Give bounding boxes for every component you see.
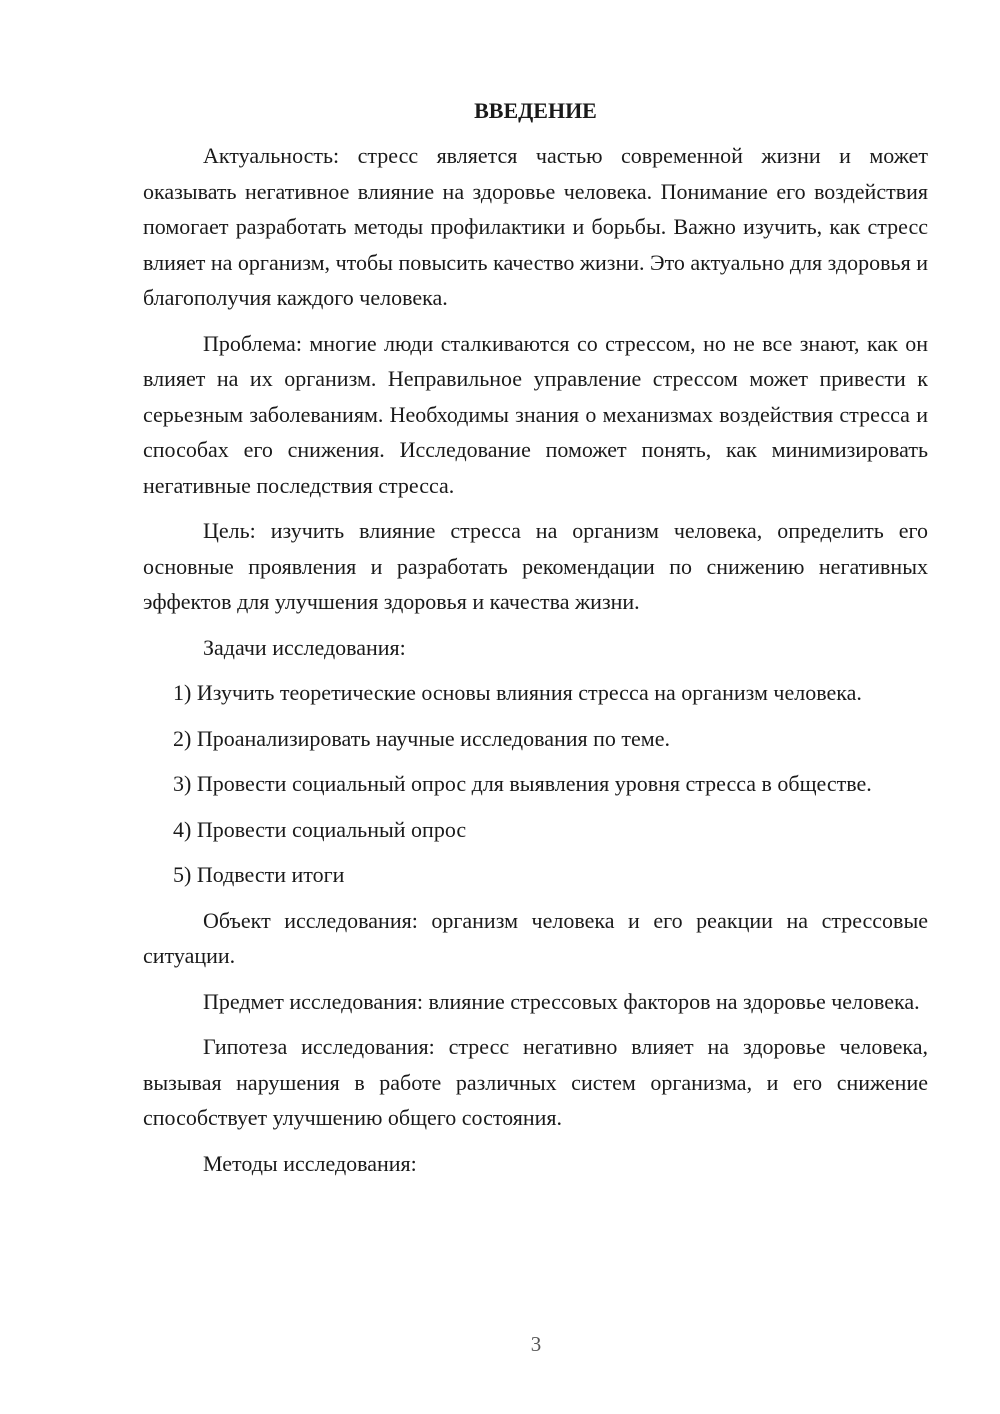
goal-paragraph: Цель: изучить влияние стресса на организм человека, определить его основные проявления и разработать рекомендации по снижению негативных эффектов для улучшения здоровья и качества жизни. bbox=[143, 518, 928, 614]
task-item-3: 3) Провести социальный опрос для выявления уровня стресса в обществе. bbox=[173, 771, 872, 796]
task-item-4: 4) Провести социальный опрос bbox=[173, 816, 467, 842]
subject-paragraph: Предмет исследования: влияние стрессовых факторов на здоровье человека. bbox=[203, 988, 920, 1014]
document-page bbox=[143, 96, 928, 1191]
task-item-5: 5) Подвести итоги bbox=[173, 862, 345, 887]
methods-heading: Методы исследования: bbox=[203, 1150, 417, 1176]
task-item-1: 1) Изучить теоретические основы влияния стресса на организм человека. bbox=[173, 680, 862, 705]
object-paragraph: Объект исследования: организм человека и его реакции на стрессовые ситуации. bbox=[143, 907, 928, 968]
relevance-paragraph: Актуальность: стресс является частью современной жизни и может оказывать негативное влияние на здоровье человека. Понимание его воздействия помогает разработать методы профилактики и борьбы. Важно изучить, как стресс влияет на организм, чтобы повысить качество жизни. Это актуально для здоровья и благополучия каждого человека. bbox=[143, 143, 928, 310]
task-item-2: 2) Проанализировать научные исследования по теме. bbox=[173, 725, 670, 751]
page-number: 3 bbox=[530, 1332, 542, 1356]
hypothesis-paragraph: Гипотеза исследования: стресс негативно влияет на здоровье человека, вызывая нарушения в работе различных систем организма, и его снижение способствует улучшению общего состояния. bbox=[143, 1034, 928, 1130]
tasks-heading: Задачи исследования: bbox=[203, 634, 406, 660]
section-title: ВВЕДЕНИЕ bbox=[474, 98, 597, 123]
problem-paragraph: Проблема: многие люди сталкиваются со стрессом, но не все знают, как он влияет на их организм. Неправильное управление стрессом может привести к серьезным заболеваниям. Необходимы знания о механизмах воздействия стресса и способах его снижения. Исследование поможет понять, как минимизировать негативные последствия стресса. bbox=[143, 330, 928, 498]
